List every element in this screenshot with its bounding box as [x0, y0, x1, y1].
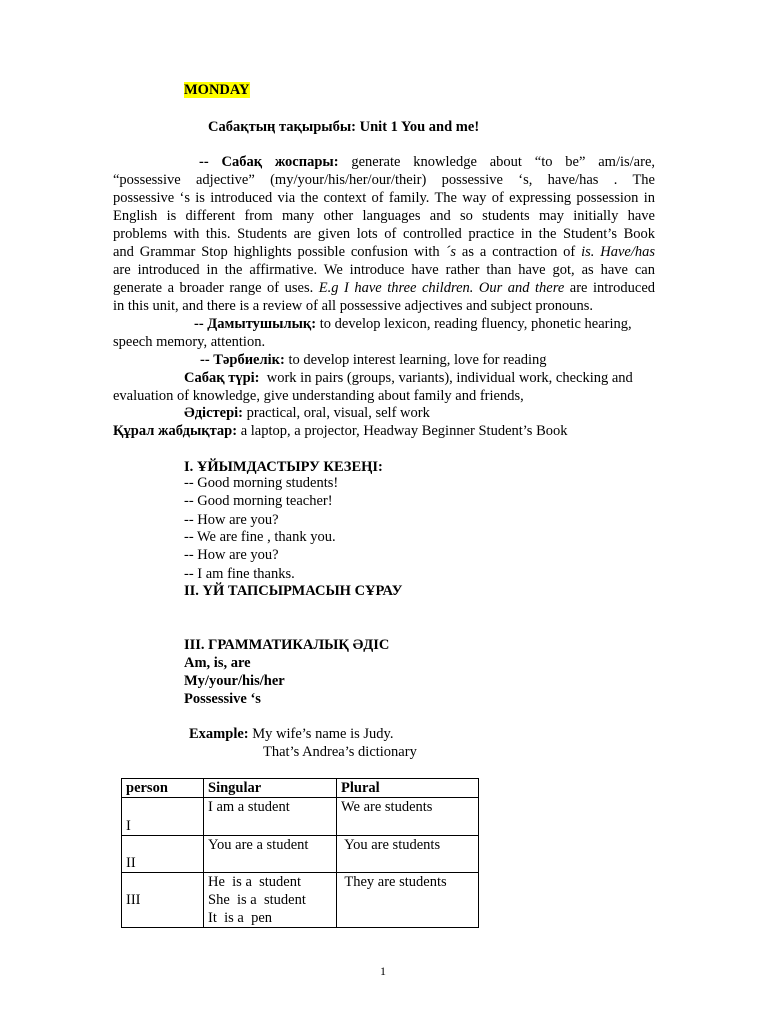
- plan-line: English is different from many other languages and so students may initially have: [113, 208, 655, 224]
- to-be-table: [121, 778, 479, 928]
- lesson-plan-paragraph: [113, 153, 655, 315]
- dialogue-line: -- Good morning students!: [184, 475, 339, 491]
- equipment-text: a laptop, a projector, Headway Beginner Student’s Book: [240, 423, 568, 439]
- education-text: to develop interest learning, love for reading: [288, 352, 547, 368]
- plan-line: problems with this. Students are given lots of controlled practice in the Student’s Book: [113, 226, 655, 242]
- plan-label: -- Сабақ жоспары:: [199, 154, 339, 170]
- dialogue-line: -- Good morning teacher!: [184, 493, 333, 509]
- table-header-cell: Singular: [204, 779, 337, 798]
- plan-line: “possessive adjective” (my/your/his/her/our/their) possessive ‘s, have/has . The: [113, 172, 655, 188]
- equipment-label: Құрал жабдықтар:: [113, 423, 238, 439]
- day-label: MONDAY: [184, 82, 250, 98]
- plan-text: as a contraction of: [461, 244, 576, 260]
- plan-italic: E.g I have three children. Our and there: [318, 280, 565, 296]
- singular-line: It is a pen: [208, 910, 273, 926]
- singular-cell: I am a student: [204, 798, 337, 836]
- education-line: [200, 351, 547, 369]
- singular-line: He is a student: [208, 874, 302, 890]
- lesson-type-text: work in pairs (groups, variants), individual work, checking and: [266, 370, 633, 386]
- dialogue-line: -- We are fine , thank you.: [184, 529, 336, 545]
- plural-cell: They are students: [337, 873, 479, 928]
- topic-label: Сабақтың тақырыбы:: [208, 119, 357, 135]
- grammar-item: My/your/his/her: [184, 673, 285, 689]
- singular-cell: [204, 873, 337, 928]
- plan-line: [113, 279, 655, 297]
- education-label: -- Тәрбиелік:: [200, 352, 285, 368]
- methods-label: Әдістері:: [184, 405, 243, 421]
- section-2-title: II. ҮЙ ТАПСЫРМАСЫН СҰРАУ: [184, 583, 403, 599]
- lesson-topic: [208, 118, 479, 136]
- table-row: [122, 798, 479, 836]
- plan-text: generate a broader range of uses.: [113, 280, 314, 296]
- plan-text: and Grammar Stop highlights possible confusion with: [113, 244, 440, 260]
- table-header-row: [122, 779, 479, 798]
- development-text: to develop lexicon, reading fluency, phonetic hearing,: [319, 316, 632, 332]
- person-cell: I: [122, 798, 204, 836]
- plural-cell: We are students: [337, 798, 479, 836]
- plan-text: generate knowledge about “to be” am/is/are,: [351, 154, 655, 170]
- plan-italic: ´s: [445, 244, 457, 260]
- singular-cell: You are a student: [204, 836, 337, 873]
- grammar-item: Possessive ‘s: [184, 691, 261, 707]
- example-line: [189, 725, 393, 743]
- table-header-cell: person: [122, 779, 204, 798]
- table-header-cell: Plural: [337, 779, 479, 798]
- dialogue-line: -- I am fine thanks.: [184, 566, 295, 582]
- person-cell: III: [122, 873, 204, 928]
- section-1-title: I. ҰЙЫМДАСТЫРУ КЕЗЕҢІ:: [184, 459, 383, 475]
- plan-line: possessive ‘s is introduced via the context of family. The way of expressing possession in: [113, 190, 655, 206]
- lesson-type-line: [184, 369, 633, 387]
- person-cell: II: [122, 836, 204, 873]
- plan-text: are introduced: [569, 280, 655, 296]
- methods-line: [184, 404, 430, 422]
- table-row: [122, 873, 479, 928]
- topic-value: Unit 1 You and me!: [359, 119, 480, 135]
- plan-italic: is. Have/has: [581, 244, 655, 260]
- table-row: [122, 836, 479, 873]
- plan-line: [113, 243, 655, 261]
- plan-line: are introduced in the affirmative. We introduce have rather than have got, as have can: [113, 262, 655, 278]
- singular-line: She is a student: [208, 892, 306, 908]
- plural-cell: You are students: [337, 836, 479, 873]
- section-3-title: III. ГРАММАТИКАЛЫҚ ӘДІС: [184, 637, 390, 653]
- example-label: Example:: [189, 726, 249, 742]
- development-line-2: speech memory, attention.: [113, 334, 266, 350]
- plan-line: in this unit, and there is a review of all possessive adjectives and subject pronouns.: [113, 298, 594, 314]
- plan-line: [113, 153, 655, 171]
- example-text: My wife’s name is Judy.: [252, 726, 394, 742]
- example-line-2: That’s Andrea’s dictionary: [263, 744, 417, 760]
- day-heading: [184, 81, 250, 99]
- dialogue-line: -- How are you?: [184, 547, 279, 563]
- page-number: 1: [380, 964, 386, 978]
- dialogue-line: -- How are you?: [184, 512, 279, 528]
- equipment-line: [113, 422, 568, 440]
- grammar-item: Am, is, are: [184, 655, 251, 671]
- development-label: -- Дамытушылық:: [194, 316, 317, 332]
- methods-text: practical, oral, visual, self work: [246, 405, 430, 421]
- development-line: [194, 315, 632, 333]
- lesson-type-label: Сабақ түрі:: [184, 370, 260, 386]
- lesson-type-line-2: evaluation of knowledge, give understanding about family and friends,: [113, 388, 524, 404]
